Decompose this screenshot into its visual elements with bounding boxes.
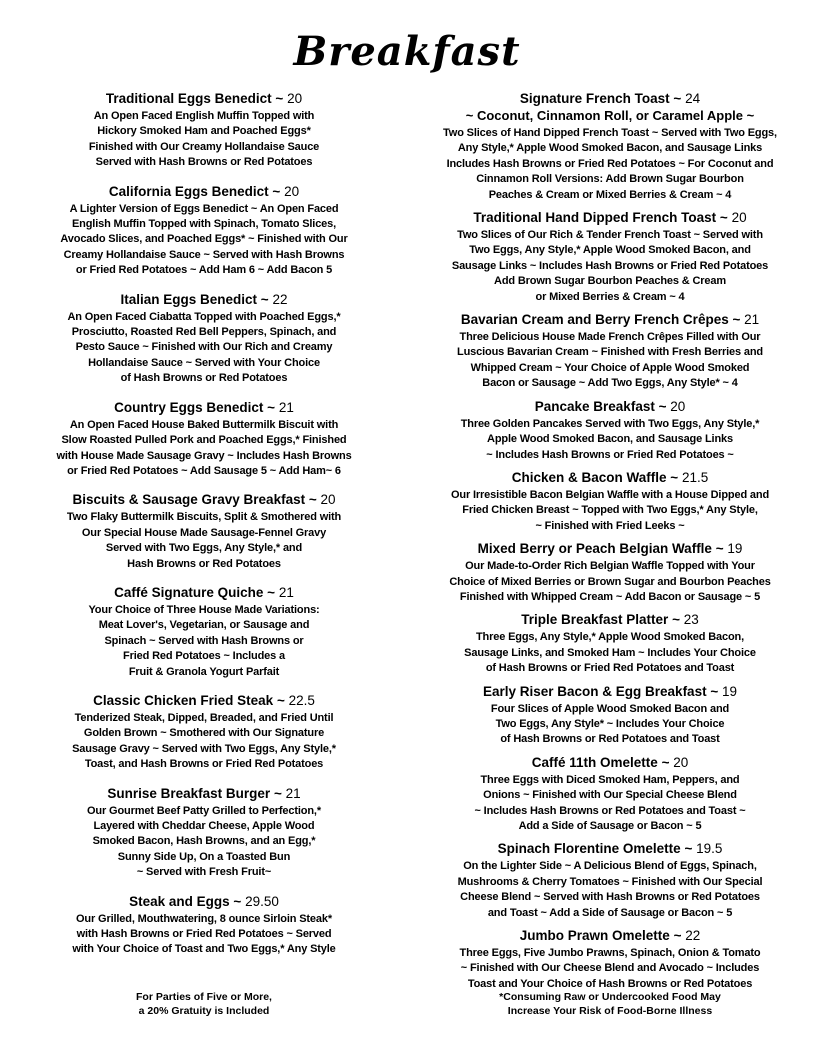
menu-item-description: Our Gourmet Beef Patty Grilled to Perfection,* Layered with Cheddar Cheese, Apple Wood Smoked Bacon, Hash Browns, and an Egg,* Sunny Side Up, On a Toasted Bun ~ Served with Fresh Fruit~ [87,804,321,879]
menu-item-price: 24 [685,91,701,106]
menu-item-price: 19 [721,683,737,699]
menu-item-price: 22 [272,291,288,307]
menu-item [36,183,372,279]
menu-item-name: Jumbo Prawn Omelette [519,928,670,944]
right-column [432,90,788,998]
menu-item [432,683,788,748]
menu-item [432,90,788,203]
menu-item [36,399,372,480]
menu-item-description: Our Grilled, Mouthwatering, 8 ounce Sirloin Steak* with Hash Browns or Fried Red Potatoes ~ Served with Your Choice of Toast and Two Eggs,* Any Style [72,912,336,956]
menu-item [432,209,788,305]
menu-item-name: Pancake Breakfast [534,398,655,414]
menu-item-description: Two Slices of Our Rich & Tender French Toast ~ Served with Two Eggs, Any Style,* Apple Wood Smoked Bacon, and Sausage Links ~ Includes Hash Browns or Fried Red Potatoes Add Brown Sugar Bourbon Peaches & Cream or Mixed Berries & Cream ~ 4 [451,229,769,303]
menu-item-description: Three Delicious House Made French Crêpes Filled with Our Luscious Bavarian Cream ~ Finished with Fresh Berries and Whipped Cream ~ Your Choice of Apple Wood Smoked Bacon or Sausage ~ Add Two Eggs, Any Style* ~ 4 [457,331,763,390]
menu-item-price: 20 [287,91,303,106]
menu-item [432,840,788,921]
menu-item-description: Three Eggs, Any Style,* Apple Wood Smoked Bacon, Sausage Links, and Smoked Ham ~ Includes Your Choice of Hash Browns or Fried Red Potatoes and Toast [464,631,756,675]
menu-item-heading: Classic Chicken Fried Steak ~ 22.5 [93,692,315,708]
raw-food-disclaimer: *Consuming Raw or Undercooked Food May Increase Your Risk of Food-Borne Illness [499,991,721,1017]
menu-item-name: Spinach Florentine Omelette [497,841,681,857]
menu-item-name: Signature French Toast [519,91,670,106]
menu-item [432,540,788,605]
menu-item-heading: California Eggs Benedict ~ 20 [108,183,300,199]
menu-item-price: 19 [727,541,743,557]
menu-item-price: 21 [285,785,301,801]
menu-item-heading: Italian Eggs Benedict ~ 22 [120,291,288,307]
menu-item-name: Country Eggs Benedict [114,399,264,415]
menu-item [36,291,372,387]
menu-item-name: Traditional Hand Dipped French Toast [473,210,717,226]
menu-item-variants: ~ Coconut, Cinnamon Roll, or Caramel Apple ~ [465,108,755,123]
menu-item-name: Traditional Eggs Benedict [105,91,272,106]
menu-item-name: Mixed Berry or Peach Belgian Waffle [477,541,712,557]
menu-item-name: Classic Chicken Fried Steak [93,692,274,708]
menu-item [36,491,372,572]
menu-item [36,692,372,773]
menu-item-price: 19.5 [696,841,723,857]
menu-item [432,754,788,835]
menu-item-description: Your Choice of Three House Made Variations: Meat Lover's, Vegetarian, or Sausage and Spinach ~ Served with Hash Browns or Fried Red Potatoes ~ Includes a Fruit & Granola Yogurt Parfait [88,603,320,678]
menu-item-heading: Early Riser Bacon & Egg Breakfast ~ 19 [482,683,737,699]
menu-item-heading: Triple Breakfast Platter ~ 23 [521,612,699,628]
menu-item-description: An Open Faced English Muffin Topped with Hickory Smoked Ham and Poached Eggs* Finished with Our Creamy Hollandaise Sauce Served with Hash Browns or Red Potatoes [88,110,320,169]
menu-item-description: Three Eggs with Diced Smoked Ham, Peppers, and Onions ~ Finished with Our Special Cheese Blend ~ Includes Hash Browns or Red Potatoes and Toast ~ Add a Side of Sausage or Bacon ~ 5 [474,773,746,832]
menu-item-heading: Spinach Florentine Omelette ~ 19.5 [497,841,723,857]
left-column [36,90,372,970]
menu-item-price: 23 [683,612,699,628]
menu-title: Breakfast [293,28,521,75]
menu-item-description: Three Golden Pancakes Served with Two Eggs, Any Style,* Apple Wood Smoked Bacon, and Sausage Links ~ Includes Hash Browns or Fried Red Potatoes ~ [460,417,760,461]
menu-item-price: 21 [278,584,294,600]
menu-item-name: Caffé Signature Quiche [114,584,264,600]
menu-item-price: 20 [670,398,686,414]
menu-item-name: Biscuits & Sausage Gravy Breakfast [72,492,306,508]
menu-item-name: Early Riser Bacon & Egg Breakfast [482,683,707,699]
menu-item-description: Two Flaky Buttermilk Biscuits, Split & Smothered with Our Special House Made Sausage-Fennel Gravy Served with Two Eggs, Any Style,* and Hash Browns or Red Potatoes [66,511,342,570]
menu-item-name: Bavarian Cream and Berry French Crêpes [460,312,729,328]
menu-item-name: Chicken & Bacon Waffle [511,469,667,485]
menu-item-name: Sunrise Breakfast Burger [107,785,271,801]
menu-item [36,90,372,171]
menu-item-price: 21 [744,312,760,328]
menu-item-heading: Caffé 11th Omelette ~ 20 [531,754,689,770]
menu-item-description: An Open Faced House Baked Buttermilk Biscuit with Slow Roasted Pulled Pork and Poached Eggs,* Finished with House Made Sausage Gravy ~ Includes Hash Browns or Fried Red Potatoes ~ Add Sausage 5 ~ Add Ham~ 6 [56,418,352,477]
menu-item [432,927,788,992]
menu-item-heading: Signature French Toast ~ 24 ~ Coconut, Cinnamon Roll, or Caramel Apple ~ [432,90,788,124]
menu-item-description: Our Made-to-Order Rich Belgian Waffle Topped with Your Choice of Mixed Berries or Brown Sugar and Bourbon Peaches Finished with Whipped Cream ~ Add Bacon or Sausage ~ 5 [449,560,771,603]
menu-item [36,584,372,680]
gratuity-note: For Parties of Five or More, a 20% Gratuity is Included [136,991,272,1017]
menu-item-price: 21.5 [681,469,709,485]
menu-item-heading: Jumbo Prawn Omelette ~ 22 [519,928,701,944]
menu-item-price: 29.50 [245,893,279,909]
menu-item-name: Italian Eggs Benedict [120,291,258,307]
menu-item-heading: Biscuits & Sausage Gravy Breakfast ~ 20 [72,492,336,508]
menu-item-price: 22.5 [288,692,315,708]
menu-item-price: 21 [278,399,294,415]
menu-item [432,611,788,676]
menu-item-heading: Country Eggs Benedict ~ 21 [114,399,294,415]
menu-item-description: Three Eggs, Five Jumbo Prawns, Spinach, Onion & Tomato ~ Finished with Our Cheese Blend and Avocado ~ Includes Toast and Your Choice of Hash Browns or Red Potatoes [459,947,761,990]
menu-item-description: Four Slices of Apple Wood Smoked Bacon and Two Eggs, Any Style* ~ Includes Your Choice of Hash Browns or Red Potatoes and Toast [490,702,730,746]
menu-item-price: 22 [685,928,701,944]
menu-item-heading: Traditional Eggs Benedict ~ 20 [105,91,303,106]
menu-item-description: Two Slices of Hand Dipped French Toast ~ Served with Two Eggs, Any Style,* Apple Wood Smoked Bacon, and Sausage Links Includes Hash Browns or Fried Red Potatoes ~ For Coconut and Cinnamon Roll Versions: Add Brown Sugar Bourbon Peaches & Cream or Mixed Berries & Cream ~ 4 [443,127,777,201]
menu-item [432,469,788,534]
menu-item [36,785,372,881]
menu-item-price: 20 [284,183,300,199]
menu-item-heading: Chicken & Bacon Waffle ~ 21.5 [511,469,709,485]
menu-item-price: 20 [673,754,689,770]
menu-item-heading: Sunrise Breakfast Burger ~ 21 [107,785,301,801]
menu-item-heading: Caffé Signature Quiche ~ 21 [114,584,294,600]
menu-item-description: Tenderized Steak, Dipped, Breaded, and Fried Until Golden Brown ~ Smothered with Our Signature Sausage Gravy ~ Served with Two Eggs, Any Style,* Toast, and Hash Browns or Fried Red Potatoes [72,711,336,771]
menu-item-heading: Mixed Berry or Peach Belgian Waffle ~ 19 [477,541,743,557]
menu-item-description: On the Lighter Side ~ A Delicious Blend of Eggs, Spinach, Mushrooms & Cherry Tomatoes ~ Finished with Our Special Cheese Blend ~ Served with Hash Browns or Red Potatoes and Toast ~ Add a Side of Sausage or Bacon ~ 5 [457,860,763,919]
menu-item-price: 20 [320,492,336,508]
menu-item-heading: Bavarian Cream and Berry French Crêpes ~ 21 [460,312,760,328]
menu-item [36,893,372,958]
menu-item-heading: Pancake Breakfast ~ 20 [534,398,686,414]
menu-item-name: Triple Breakfast Platter [521,612,669,628]
menu-item-description: A Lighter Version of Eggs Benedict ~ An Open Faced English Muffin Topped with Spinach, Tomato Slices, Avocado Slices, and Poached Eggs* ~ Finished with Our Creamy Hollandaise Sauce ~ Served with Hash Browns or Fried Red Potatoes ~ Add Ham 6 ~ Add Bacon 5 [60,202,348,277]
menu-item-price: 20 [731,210,747,226]
menu-item-heading: Traditional Hand Dipped French Toast ~ 20 [473,210,747,226]
menu-item-name: Steak and Eggs [129,893,230,909]
menu-item-description: An Open Faced Ciabatta Topped with Poached Eggs,* Prosciutto, Roasted Red Bell Peppers, Spinach, and Pesto Sauce ~ Finished with Our Rich and Creamy Hollandaise Sauce ~ Served with Your Choice of Hash Browns or Red Potatoes [67,310,341,385]
menu-item [432,311,788,392]
menu-item-description: Our Irresistible Bacon Belgian Waffle with a House Dipped and Fried Chicken Breast ~ Topped with Two Eggs,* Any Style, ~ Finished with Fried Leeks ~ [450,488,770,532]
menu-item-name: California Eggs Benedict [108,183,269,199]
menu-item-name: Caffé 11th Omelette [531,754,658,770]
menu-item-heading: Steak and Eggs ~ 29.50 [129,893,279,909]
menu-item [432,398,788,463]
